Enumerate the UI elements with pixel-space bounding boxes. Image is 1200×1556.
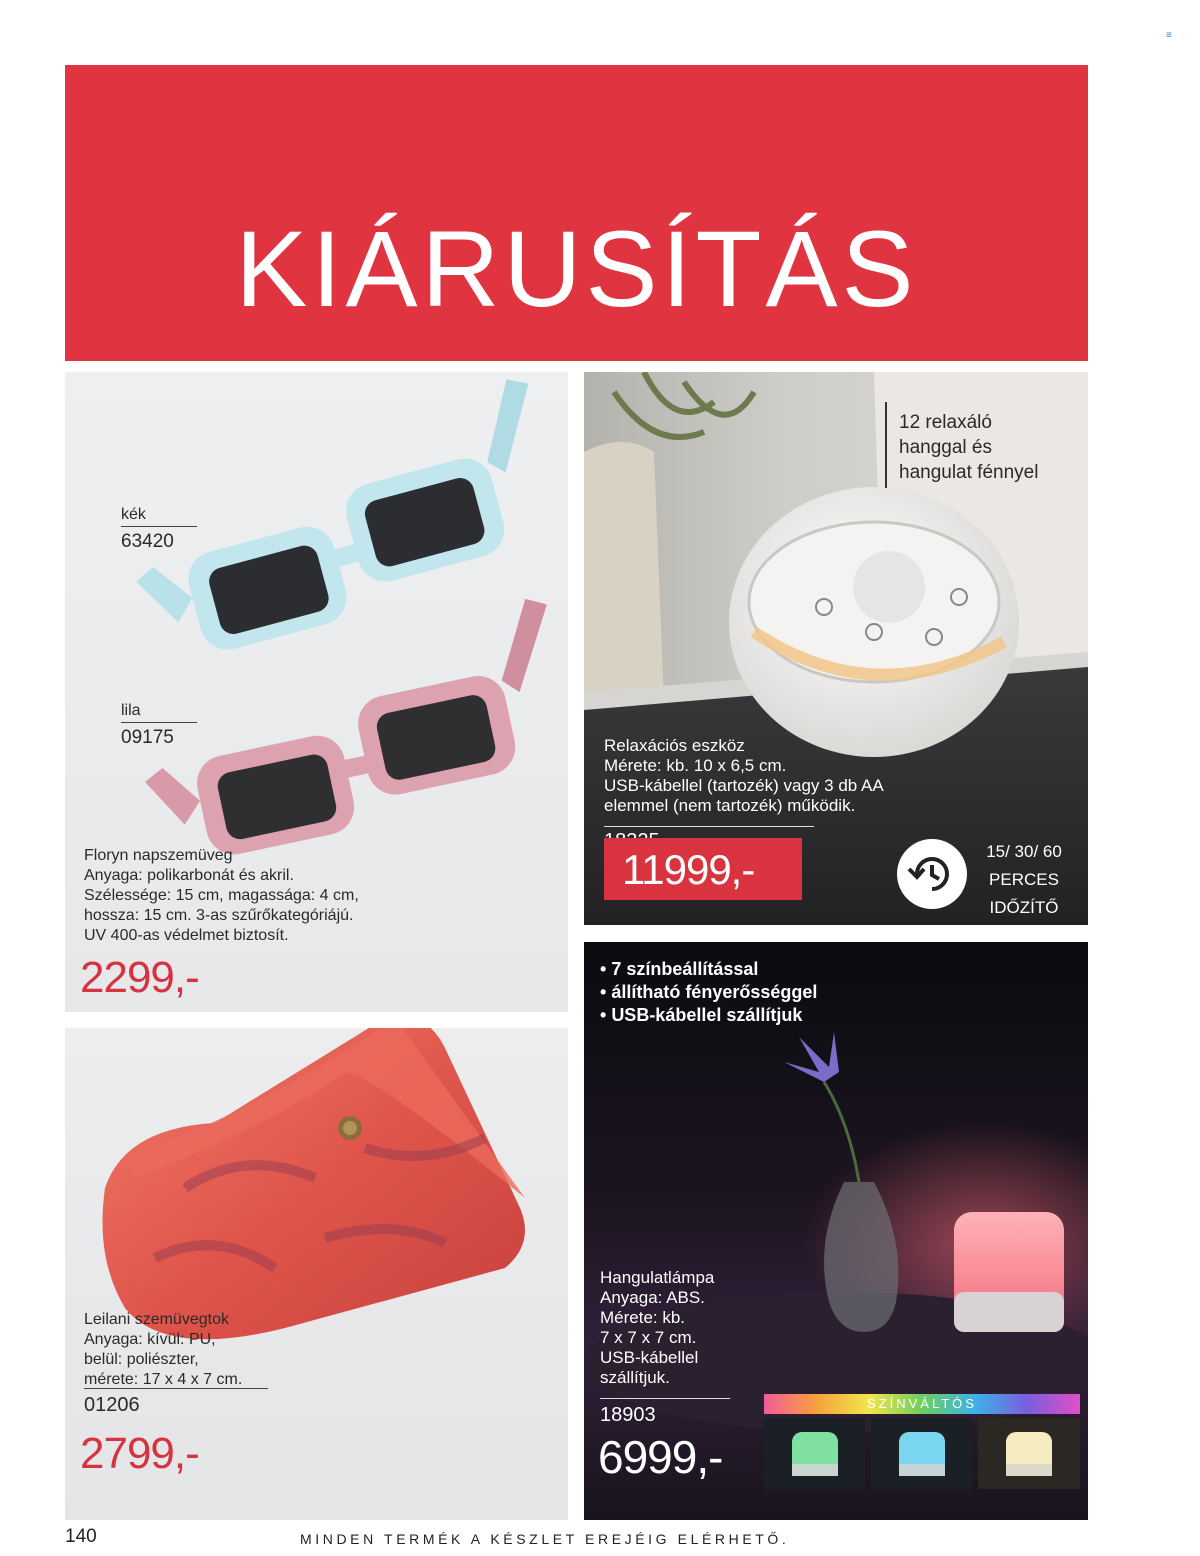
feature-line: hangulat fénnyel [899, 462, 1039, 483]
case-description [84, 1310, 242, 1390]
banner-title: KIÁRUSÍTÁS [235, 208, 918, 329]
divider [600, 1398, 730, 1399]
feature-bullet: • 7 színbeállítással [600, 958, 817, 981]
variant-code: 09175 [121, 727, 174, 748]
sale-banner [65, 65, 1088, 361]
corner-mark: ≡ [1166, 30, 1172, 41]
detail-line: elemmel (nem tartozék) működik. [604, 796, 856, 815]
relax-description [604, 736, 884, 816]
feature-line: 12 relaxáló [899, 412, 992, 433]
lamp-description [600, 1268, 714, 1388]
glasses-case-panel [65, 1028, 568, 1520]
lamp-features [600, 958, 817, 1027]
product-name: Leilani szemüvegtok [84, 1311, 229, 1328]
availability-notice: MINDEN TERMÉK A KÉSZLET EREJÉIG ELÉRHETŐ. [300, 1531, 790, 1547]
feature-bullet: • állítható fényerősséggel [600, 981, 817, 1004]
timer-label [969, 838, 1079, 922]
detail-line: hossza: 15 cm. 3-as szűrőkategóriájú. [84, 907, 354, 924]
detail-line: Anyaga: ABS. [600, 1288, 705, 1307]
product-name: Floryn napszemüveg [84, 847, 233, 864]
swatch-warm [978, 1418, 1080, 1489]
feature-line: hanggal és [899, 437, 992, 458]
detail-line: Anyaga: kívül: PU, [84, 1331, 216, 1348]
color-change-label: SZÍNVÁLTÓS [867, 1396, 977, 1411]
case-price: 2799,- [80, 1429, 199, 1478]
sunglasses-price: 2299,- [80, 953, 199, 1002]
swatch-green [764, 1418, 865, 1489]
detail-line: mérete: 17 x 4 x 7 cm. [84, 1371, 243, 1388]
color-change-strip [764, 1394, 1080, 1489]
swatch-blue [871, 1418, 972, 1489]
color-change-bar [764, 1394, 1080, 1414]
relaxation-device-panel [584, 372, 1088, 925]
timer-line: IDŐZÍTŐ [989, 898, 1059, 917]
detail-line: USB-kábellel [600, 1348, 699, 1367]
timer-icon [897, 839, 967, 909]
variant-blue [121, 506, 197, 553]
sunglasses-description [84, 846, 359, 946]
relax-feature [899, 410, 1038, 485]
variant-color-label: kék [121, 506, 197, 527]
variant-code: 63420 [121, 531, 174, 552]
product-name: Hangulatlámpa [600, 1268, 715, 1287]
divider [604, 826, 814, 827]
feature-bullet: • USB-kábellel szállítjuk [600, 1004, 817, 1027]
sunglasses-panel [65, 372, 568, 1012]
detail-line: UV 400-as védelmet biztosít. [84, 927, 289, 944]
case-code: 01206 [84, 1394, 140, 1416]
detail-line: szállítjuk. [600, 1368, 670, 1387]
timer-line: PERCES [989, 870, 1059, 889]
product-name: Relaxációs eszköz [604, 736, 745, 755]
detail-line: USB-kábellel (tartozék) vagy 3 db AA [604, 776, 884, 795]
feature-divider [885, 402, 887, 488]
detail-line: Anyaga: polikarbonát és akril. [84, 867, 294, 884]
relax-price: 11999,- [622, 846, 755, 893]
detail-line: Mérete: kb. 10 x 6,5 cm. [604, 756, 787, 775]
relax-price-box [604, 838, 802, 900]
timer-line: 15/ 30/ 60 [986, 842, 1062, 861]
variant-lila [121, 702, 197, 749]
detail-line: belül: poliészter, [84, 1351, 199, 1368]
page-number: 140 [65, 1526, 97, 1547]
lamp-price: 6999,- [598, 1431, 723, 1483]
lamp-code: 18903 [600, 1404, 656, 1426]
variant-color-label: lila [121, 702, 197, 723]
detail-line: Szélessége: 15 cm, magassága: 4 cm, [84, 887, 359, 904]
detail-line: 7 x 7 x 7 cm. [600, 1328, 697, 1347]
divider [84, 1388, 268, 1389]
detail-line: Mérete: kb. [600, 1308, 686, 1327]
mood-lamp-panel [584, 942, 1088, 1520]
